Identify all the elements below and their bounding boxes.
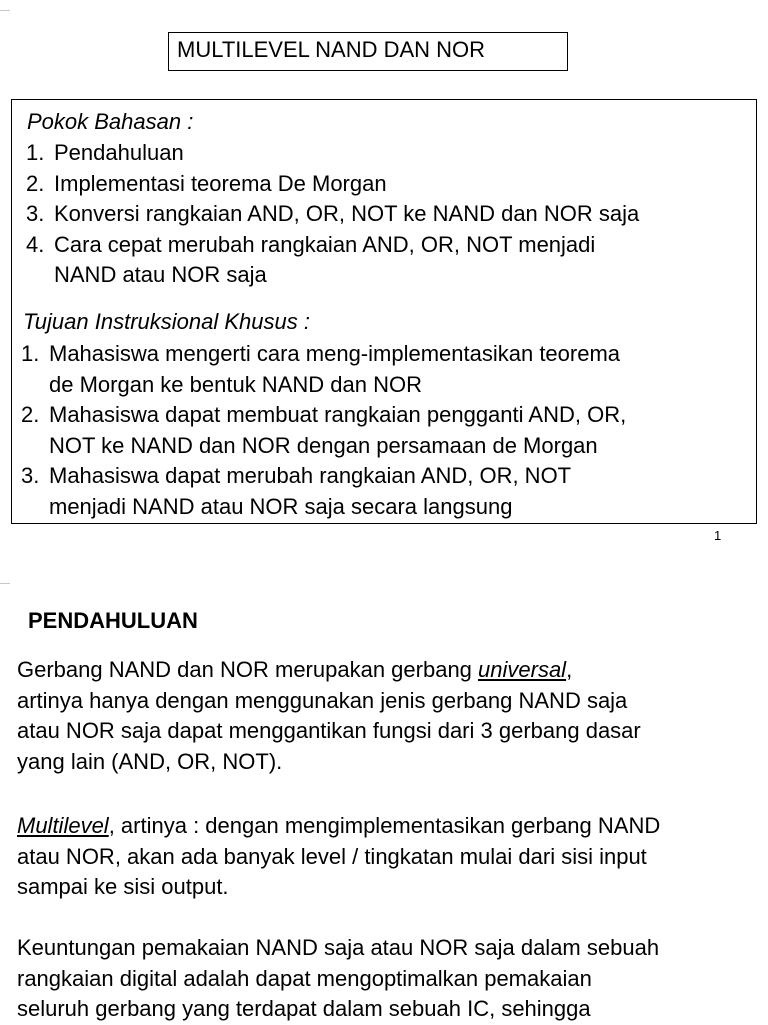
emphasis-multilevel: Multilevel: [17, 813, 109, 838]
paragraph-text: Keuntungan pemakaian NAND saja atau NOR saja dalam sebuah: [17, 935, 660, 960]
list-item: [26, 230, 639, 291]
paragraph-text: seluruh gerbang yang terdapat dalam sebuah IC, sehingga: [17, 996, 591, 1021]
slide-2: [0, 585, 768, 1024]
list-number: 3.: [21, 463, 40, 488]
list-number: 4.: [26, 231, 45, 257]
paragraph-text: , artinya : dengan mengimplementasikan gerbang NAND: [108, 813, 661, 838]
list-item-text-continued: NOT ke NAND dan NOR dengan persamaan de Morgan: [49, 432, 598, 458]
slide-title-text: MULTILEVEL NAND DAN NOR: [177, 37, 486, 62]
tujuan-heading: Tujuan Instruksional Khusus :: [23, 309, 310, 334]
list-item-text: Cara cepat merubah rangkaian AND, OR, NOT menjadi: [54, 231, 596, 257]
list-item: [26, 199, 639, 230]
paragraph-text: rangkaian digital adalah dapat mengoptimalkan pemakaian: [17, 965, 592, 991]
paragraph-text: sampai ke sisi output.: [17, 874, 229, 899]
section-heading: PENDAHULUAN: [28, 608, 198, 633]
paragraph-keuntungan: [17, 933, 768, 1025]
list-item-text: Mahasiswa dapat merubah rangkaian AND, OR, NOT: [49, 463, 572, 488]
emphasis-universal: universal: [478, 657, 567, 682]
list-number: 2.: [26, 170, 45, 196]
paragraph-multilevel: [17, 811, 768, 903]
paragraph-universal: [17, 655, 768, 777]
list-item-text: Konversi rangkaian AND, OR, NOT ke NAND dan NOR saja: [54, 201, 640, 226]
list-item-text: Pendahuluan: [54, 140, 184, 165]
page-number: 1: [714, 528, 722, 543]
paragraph-text: atau NOR, akan ada banyak level / tingkatan mulai dari sisi input: [17, 843, 647, 869]
list-item-text: Mahasiswa mengerti cara meng-implementasikan teorema: [49, 341, 621, 366]
pokok-bahasan-list: [26, 138, 639, 291]
paragraph-text: artinya hanya dengan menggunakan jenis gerbang NAND saja: [17, 687, 628, 713]
paragraph-text: atau NOR saja dapat menggantikan fungsi dari 3 gerbang dasar: [17, 718, 641, 743]
list-item-text: Implementasi teorema De Morgan: [54, 170, 387, 196]
slide-title: [168, 32, 568, 71]
list-item: [26, 138, 639, 169]
paragraph-text: Gerbang NAND dan NOR merupakan gerbang: [17, 657, 479, 682]
list-item-text-continued: de Morgan ke bentuk NAND dan NOR: [49, 371, 422, 397]
list-item: [21, 461, 626, 522]
slide-edge-mark-bottom: [0, 583, 10, 584]
tujuan-list: [21, 339, 626, 522]
list-number: 3.: [26, 201, 45, 226]
paragraph-text: ,: [566, 657, 573, 682]
list-item-text-continued: menjadi NAND atau NOR saja secara langsung: [49, 493, 513, 519]
list-item-text-continued: NAND atau NOR saja: [54, 262, 267, 287]
list-item-text: Mahasiswa dapat membuat rangkaian pengganti AND, OR,: [49, 402, 627, 427]
paragraph-text: yang lain (AND, OR, NOT).: [17, 748, 283, 774]
content-box: [11, 99, 757, 524]
list-number: 2.: [21, 402, 40, 427]
pokok-bahasan-heading: Pokok Bahasan :: [27, 109, 194, 134]
list-item: [26, 169, 639, 200]
list-number: 1.: [21, 341, 40, 366]
list-item: [21, 400, 626, 461]
list-item: [21, 339, 626, 400]
list-number: 1.: [26, 140, 45, 165]
